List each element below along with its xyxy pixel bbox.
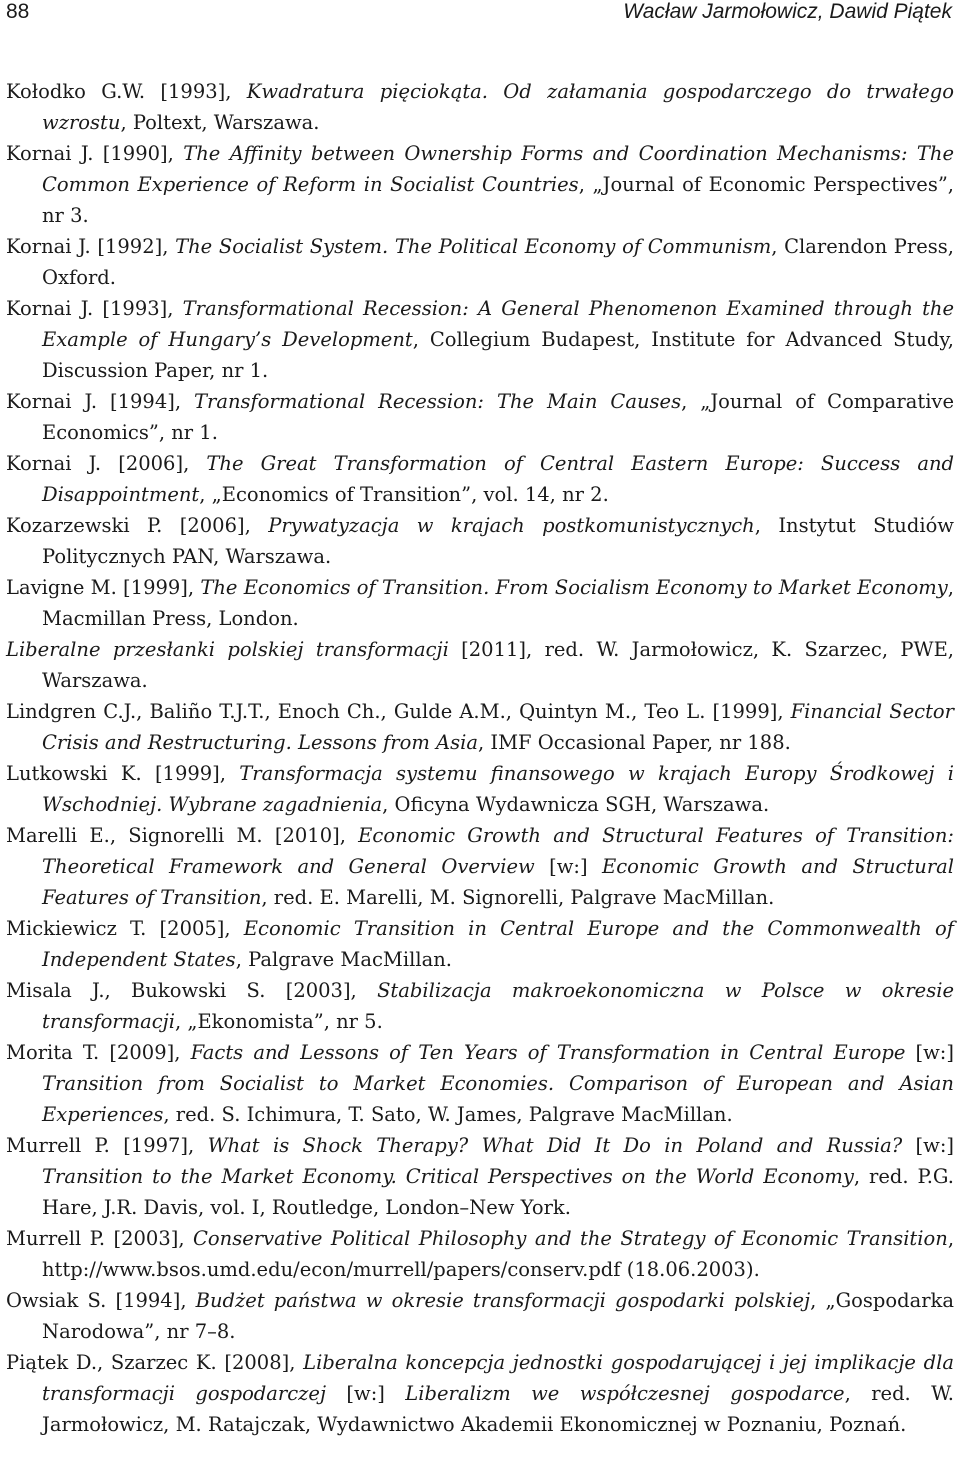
entry-title-italic: The Socialist System. The Political Economy of Communism [175,235,772,258]
bibliography-entry [6,293,954,386]
entry-title-italic: The Great Transformation of Central Eastern Europe: Success and Disappointment [42,452,954,506]
entry-text: , red. E. Marelli, M. Signorelli, Palgrave MacMillan. [261,886,775,909]
entry-text: Piątek D., Szarzec K. [2008], [6,1351,304,1374]
entry-title-italic: Stabilizacja makroekonomiczna w Polsce w okresie transformacji [42,979,954,1033]
entry-text: Misala J., Bukowski S. [2003], [6,979,378,1002]
entry-text: Lutkowski K. [1999], [6,762,240,785]
entry-text: , Clarendon Press, Oxford. [42,235,954,289]
bibliography-entry [6,138,954,231]
entry-title-italic: Conservative Political Philosophy and the Strategy of Economic Transition [193,1227,948,1250]
entry-text: Owsiak S. [1994], [6,1289,196,1312]
entry-text: Lavigne M. [1999], [6,576,201,599]
bibliography-entry [6,913,954,975]
bibliography-entry [6,758,954,820]
bibliography-entry [6,510,954,572]
bibliography-entry [6,572,954,634]
bibliography-entry [6,696,954,758]
entry-text: Kornai J. [2006], [6,452,207,475]
page-header [6,0,952,30]
entry-text: , http://www.bsos.umd.edu/econ/murrell/papers/conserv.pdf (18.06.2003). [42,1227,955,1281]
entry-text: Marelli E., Signorelli M. [2010], [6,824,359,847]
entry-title-italic: Liberalna koncepcja jednostki gospodarującej i jej implikacje dla transformacji gospodarczej [42,1351,954,1405]
bibliography-entry [6,634,954,696]
entry-text: [w:] [905,1041,954,1064]
entry-text: , red. W. Jarmołowicz, M. Ratajczak, Wydawnictwo Akademii Ekonomicznej w Poznaniu, Poznań. [42,1382,954,1436]
entry-text: , IMF Occasional Paper, nr 188. [477,731,791,754]
bibliography-entry [6,1347,954,1440]
entry-text: , Palgrave MacMillan. [235,948,452,971]
page-number: 88 [6,0,30,23]
entry-text: , „Journal of Economic Perspectives”, nr 3. [42,173,954,227]
entry-title-italic: Prywatyzacja w krajach postkomunistycznych [268,514,755,537]
entry-text: , Collegium Budapest, Institute for Advanced Study, Discussion Paper, nr 1. [42,328,954,382]
bibliography-entry [6,76,954,138]
bibliography-entry [6,1223,954,1285]
bibliography-entry [6,231,954,293]
entry-title-italic: Transition to the Market Economy. Critical Perspectives on the World Economy [42,1165,854,1188]
entry-title-italic: Economic Growth and Structural Features of Transition [42,855,955,909]
entry-title-italic: Transformational Recession: The Main Causes [194,390,682,413]
entry-title-italic: Financial Sector Crisis and Restructuring. Lessons from Asia [42,700,954,754]
entry-text: , „Gospodarka Narodowa”, nr 7–8. [42,1289,955,1343]
entry-text: , Oficyna Wydawnicza SGH, Warszawa. [382,793,770,816]
entry-title-italic: Economic Transition in Central Europe and the Commonwealth of Independent States [42,917,954,971]
bibliography-entry [6,386,954,448]
entry-text: Mickiewicz T. [2005], [6,917,244,940]
entry-text: , Instytut Studiów Politycznych PAN, Warszawa. [42,514,955,568]
entry-text: [2011], red. W. Jarmołowicz, K. Szarzec, PWE, Warszawa. [42,638,954,692]
bibliography-entry [6,820,954,913]
entry-title-italic: Transformacja systemu finansowego w krajach Europy Środkowej i Wschodniej. Wybrane zagadnienia [42,762,954,816]
entry-title-italic: Liberalne przesłanki polskiej transformacji [6,638,449,661]
entry-text: , Poltext, Warszawa. [120,111,320,134]
entry-text: Lindgren C.J., Baliño T.J.T., Enoch Ch., Gulde A.M., Quintyn M., Teo L. [1999], [6,700,791,723]
entry-text: Kornai J. [1990], [6,142,184,165]
entry-title-italic: Economic Growth and Structural Features of Transition: Theoretical Framework and General Overview [42,824,954,878]
entry-text: Kornai J. [1992], [6,235,176,258]
entry-text: , Macmillan Press, London. [42,576,954,630]
entry-text: , „Economics of Transition”, vol. 14, nr 2. [199,483,609,506]
entry-text: Kornai J. [1993], [6,297,183,320]
entry-text: , red. S. Ichimura, T. Sato, W. James, Palgrave MacMillan. [163,1103,733,1126]
bibliography-list [6,76,954,1440]
entry-text: Kołodko G.W. [1993], [6,80,247,103]
entry-title-italic: The Affinity between Ownership Forms and Coordination Mechanisms: The Common Experience of Reform in Socialist Countries [42,142,954,196]
entry-title-italic: Facts and Lessons of Ten Years of Transformation in Central Europe [190,1041,906,1064]
entry-text: Kozarzewski P. [2006], [6,514,269,537]
entry-title-italic: Budżet państwa w okresie transformacji gospodarki polskiej [195,1289,811,1312]
bibliography-entry [6,448,954,510]
entry-text: [w:] [326,1382,406,1405]
entry-title-italic: Liberalizm we współczesnej gospodarce [405,1382,845,1405]
entry-text: , „Ekonomista”, nr 5. [174,1010,383,1033]
bibliography-entry [6,1285,954,1347]
bibliography-entry [6,975,954,1037]
entry-title-italic: What is Shock Therapy? What Did It Do in Poland and Russia? [207,1134,903,1157]
entry-text: , red. P.G. Hare, J.R. Davis, vol. I, Routledge, London–New York. [42,1165,954,1219]
entry-text: Morita T. [2009], [6,1041,191,1064]
running-head-authors: Wacław Jarmołowicz, Dawid Piątek [623,0,952,23]
entry-title-italic: Transition from Socialist to Market Economies. Comparison of European and Asian Experiences [42,1072,954,1126]
entry-title-italic: The Economics of Transition. From Socialism Economy to Market Economy [200,576,948,599]
entry-text: [w:] [902,1134,955,1157]
bibliography-entry [6,1130,954,1223]
entry-text: , „Journal of Comparative Economics”, nr 1. [42,390,954,444]
entry-text: Murrell P. [2003], [6,1227,194,1250]
entry-title-italic: Kwadratura pięciokąta. Od załamania gospodarczego do trwałego wzrostu [42,80,954,134]
entry-text: Murrell P. [1997], [6,1134,208,1157]
entry-text: [w:] [534,855,602,878]
entry-title-italic: Transformational Recession: A General Phenomenon Examined through the Example of Hungary’s Development [42,297,955,351]
entry-text: Kornai J. [1994], [6,390,195,413]
bibliography-entry [6,1037,954,1130]
